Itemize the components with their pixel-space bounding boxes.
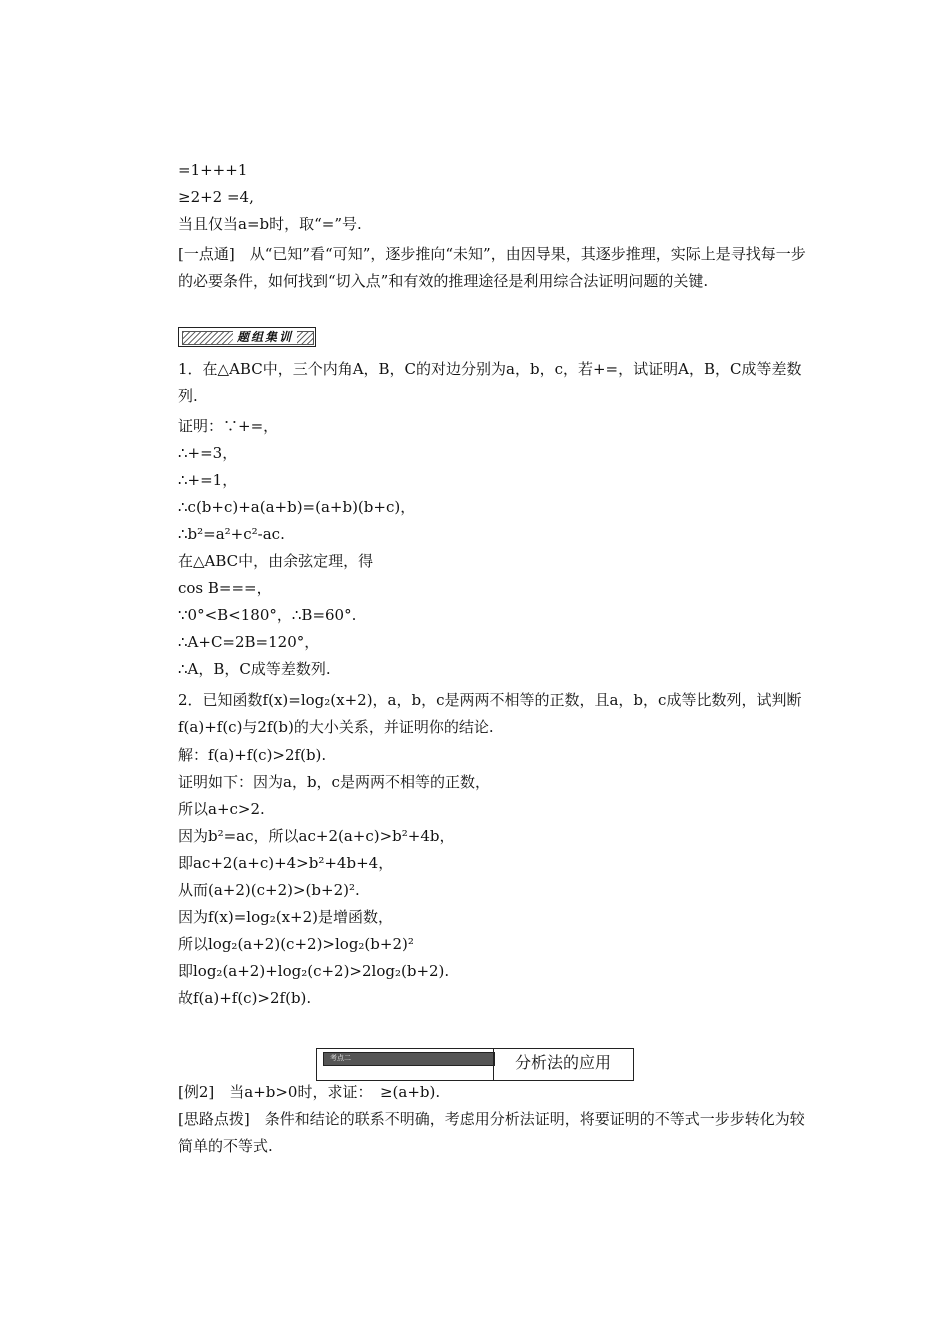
tip-text: [一点通] 从“已知”看“可知”，逐步推向“未知”，由因导果，其逐步推理，实际上是寻找每一步的必要条件，如何找到“切入点”和有效的推理途径是利用综合法证明问题的关键.	[178, 245, 806, 290]
proof-step: 因为f(x)=log₂(x+2)是增函数，	[178, 908, 394, 926]
hint-text: [思路点拨] 条件和结论的联系不明确，考虑用分析法证明，将要证明的不等式一步步转化为较简单的不等式.	[178, 1110, 805, 1155]
proof-step: ∴+=1，	[178, 471, 238, 489]
proof-step: ∴c(b+c)+a(a+b)=(a+b)(b+c)，	[178, 498, 416, 516]
proof-step: 故f(a)+f(c)>2f(b).	[178, 989, 312, 1007]
proof-step: 所以log₂(a+2)(c+2)>log₂(b+2)²	[178, 935, 414, 953]
derivation-line: ≥2+2 =4,	[178, 188, 254, 206]
proof-step: ∴b²=a²+c²-ac.	[178, 525, 285, 543]
problem1-statement	[143, 356, 807, 410]
problem1-text: 1．在△ABC中，三个内角A，B，C的对边分别为a，b，c，若+=，试证明A，B，C成等差数列.	[178, 360, 802, 405]
problem2-text: 2．已知函数f(x)=log₂(x+2)，a，b，c是两两不相等的正数，且a，b，c成等比数列，试判断f(a)+f(c)与2f(b)的大小关系，并证明你的结论.	[178, 691, 802, 736]
problem2-statement	[143, 687, 807, 741]
proof-step: cos B===，	[178, 579, 272, 597]
proof-step: 在△ABC中，由余弦定理，得	[178, 552, 374, 570]
proof-step: 解：f(a)+f(c)>2f(b).	[178, 746, 327, 764]
hint-paragraph	[143, 1106, 807, 1160]
derivation-line: 当且仅当a=b时，取“=”号.	[178, 215, 362, 233]
example2-text: [例2] 当a+b>0时，求证： ≥(a+b).	[178, 1083, 441, 1101]
banner-label: 题组集训	[233, 330, 297, 344]
section-header	[316, 1048, 634, 1081]
proof-step: 即ac+2(a+c)+4>b²+4b+4，	[178, 854, 394, 872]
proof-step: ∵0°<B<180°，∴B=60°.	[178, 606, 357, 624]
proof-step: 即log₂(a+2)+log₂(c+2)>2log₂(b+2).	[178, 962, 450, 980]
proof-step: 因为b²=ac，所以ac+2(a+c)>b²+4b，	[178, 827, 455, 845]
proof-step: ∴+=3，	[178, 444, 238, 462]
exercise-banner	[178, 327, 316, 347]
derivation-line: =1+++1	[178, 161, 248, 179]
tip-paragraph	[143, 241, 807, 295]
proof-step: 所以a+c>2.	[178, 800, 265, 818]
proof-step: 从而(a+2)(c+2)>(b+2)².	[178, 881, 360, 899]
example2	[143, 1079, 807, 1106]
section-divider	[493, 1049, 494, 1080]
proof-step: 证明：∵+=，	[178, 417, 279, 435]
section-tag	[323, 1052, 495, 1066]
section-title: 分析法的应用	[515, 1053, 612, 1072]
proof-step: ∴A+C=2B=120°，	[178, 633, 320, 651]
section-tag-label: 考点二	[330, 1054, 351, 1062]
proof-step: 证明如下：因为a，b，c是两两不相等的正数，	[178, 773, 490, 791]
proof-step: ∴A，B，C成等差数列.	[178, 660, 331, 678]
